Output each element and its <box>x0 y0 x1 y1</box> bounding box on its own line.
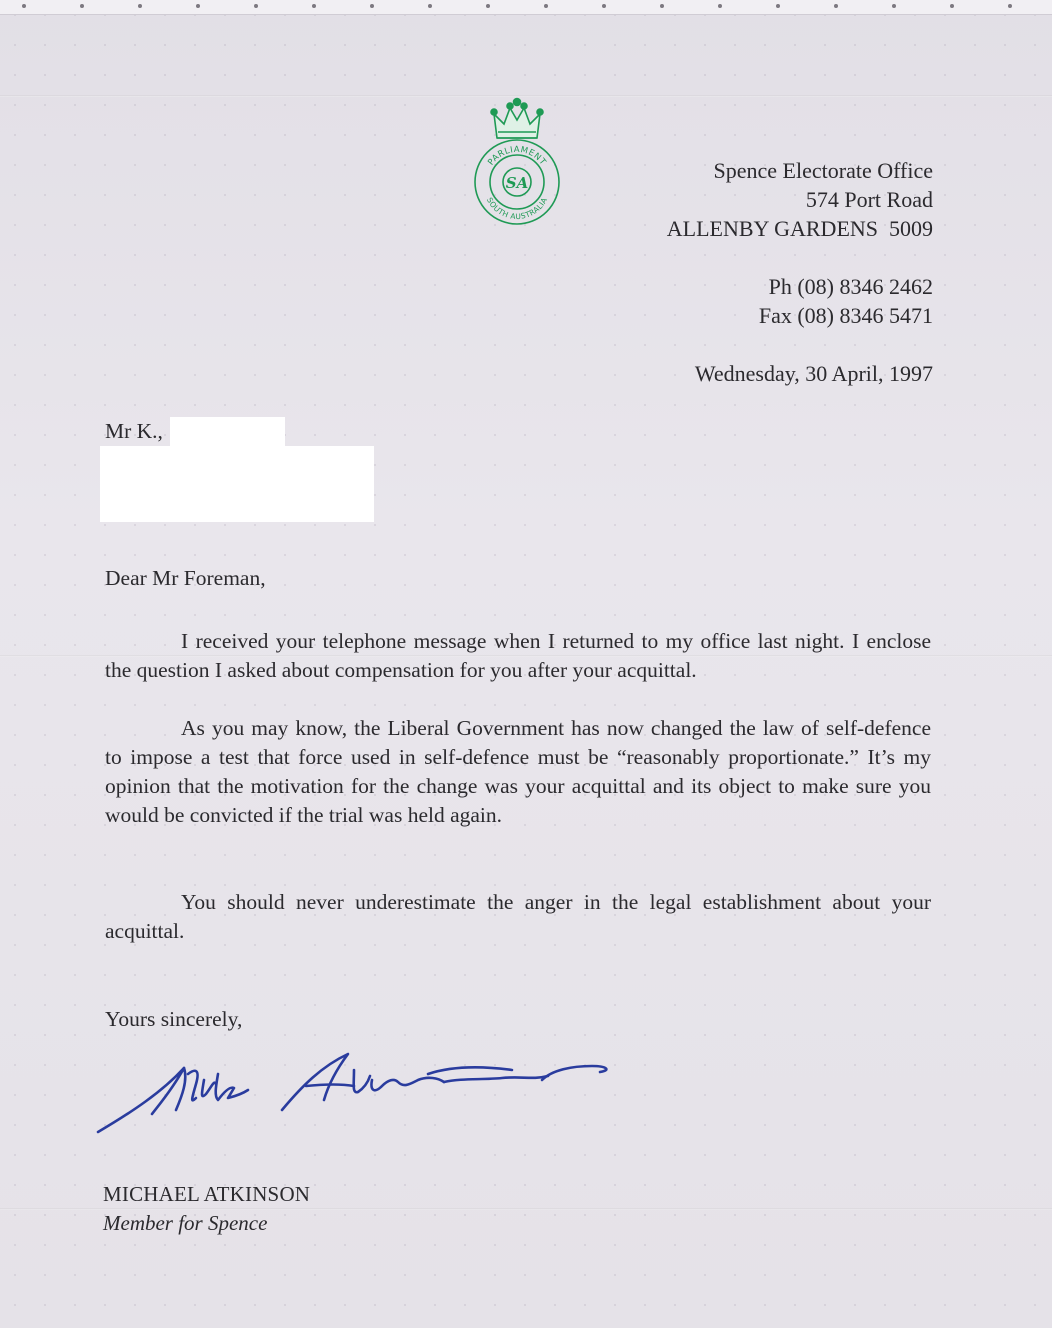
crest-monogram: SA <box>505 174 529 192</box>
recipient-name: Mr K., <box>105 419 163 443</box>
salutation: Dear Mr Foreman, <box>105 566 266 590</box>
parliament-crest-logo <box>470 94 564 226</box>
closing: Yours sincerely, <box>105 1007 243 1031</box>
sender-suburb: ALLENBY GARDENS 5009 <box>666 216 933 241</box>
svg-text:PARLIAMENT <box>486 145 548 168</box>
sender-phone: Ph (08) 8346 2462 <box>768 274 933 299</box>
signatory-name: MICHAEL ATKINSON <box>103 1182 311 1206</box>
sender-address-block <box>667 156 933 388</box>
signatory-title: Member for Spence <box>103 1211 268 1235</box>
body-paragraph: I received your telephone message when I returned to my office last night. I enclose the question I asked about compensation for you after your acquittal. <box>105 629 931 682</box>
perforated-top-edge <box>0 0 1052 15</box>
redacted-recipient-address <box>100 446 374 522</box>
body-paragraph: As you may know, the Liberal Government has now changed the law of self-defence to impose a test that force used in self-defence must be “reasonably proportionate.” It’s my opinion that the motivation for the change was your acquittal and its object to make sure you would be convicted if the trial was held again. <box>105 716 931 827</box>
redacted-recipient-surname <box>170 417 285 447</box>
crest-ring-text-bottom: SOUTH AUSTRALIA <box>484 195 550 222</box>
sender-office: Spence Electorate Office <box>713 158 933 183</box>
handwritten-signature <box>92 1040 622 1140</box>
sender-street: 574 Port Road <box>805 187 933 212</box>
body-paragraph: You should never underestimate the anger in the legal establishment about your acquittal. <box>105 890 931 943</box>
crest-ring-text-top: PARLIAMENT <box>486 144 548 168</box>
sender-fax: Fax (08) 8346 5471 <box>758 303 933 328</box>
paper-fold-line <box>0 1208 1052 1210</box>
letter-date: Wednesday, 30 April, 1997 <box>694 361 933 386</box>
